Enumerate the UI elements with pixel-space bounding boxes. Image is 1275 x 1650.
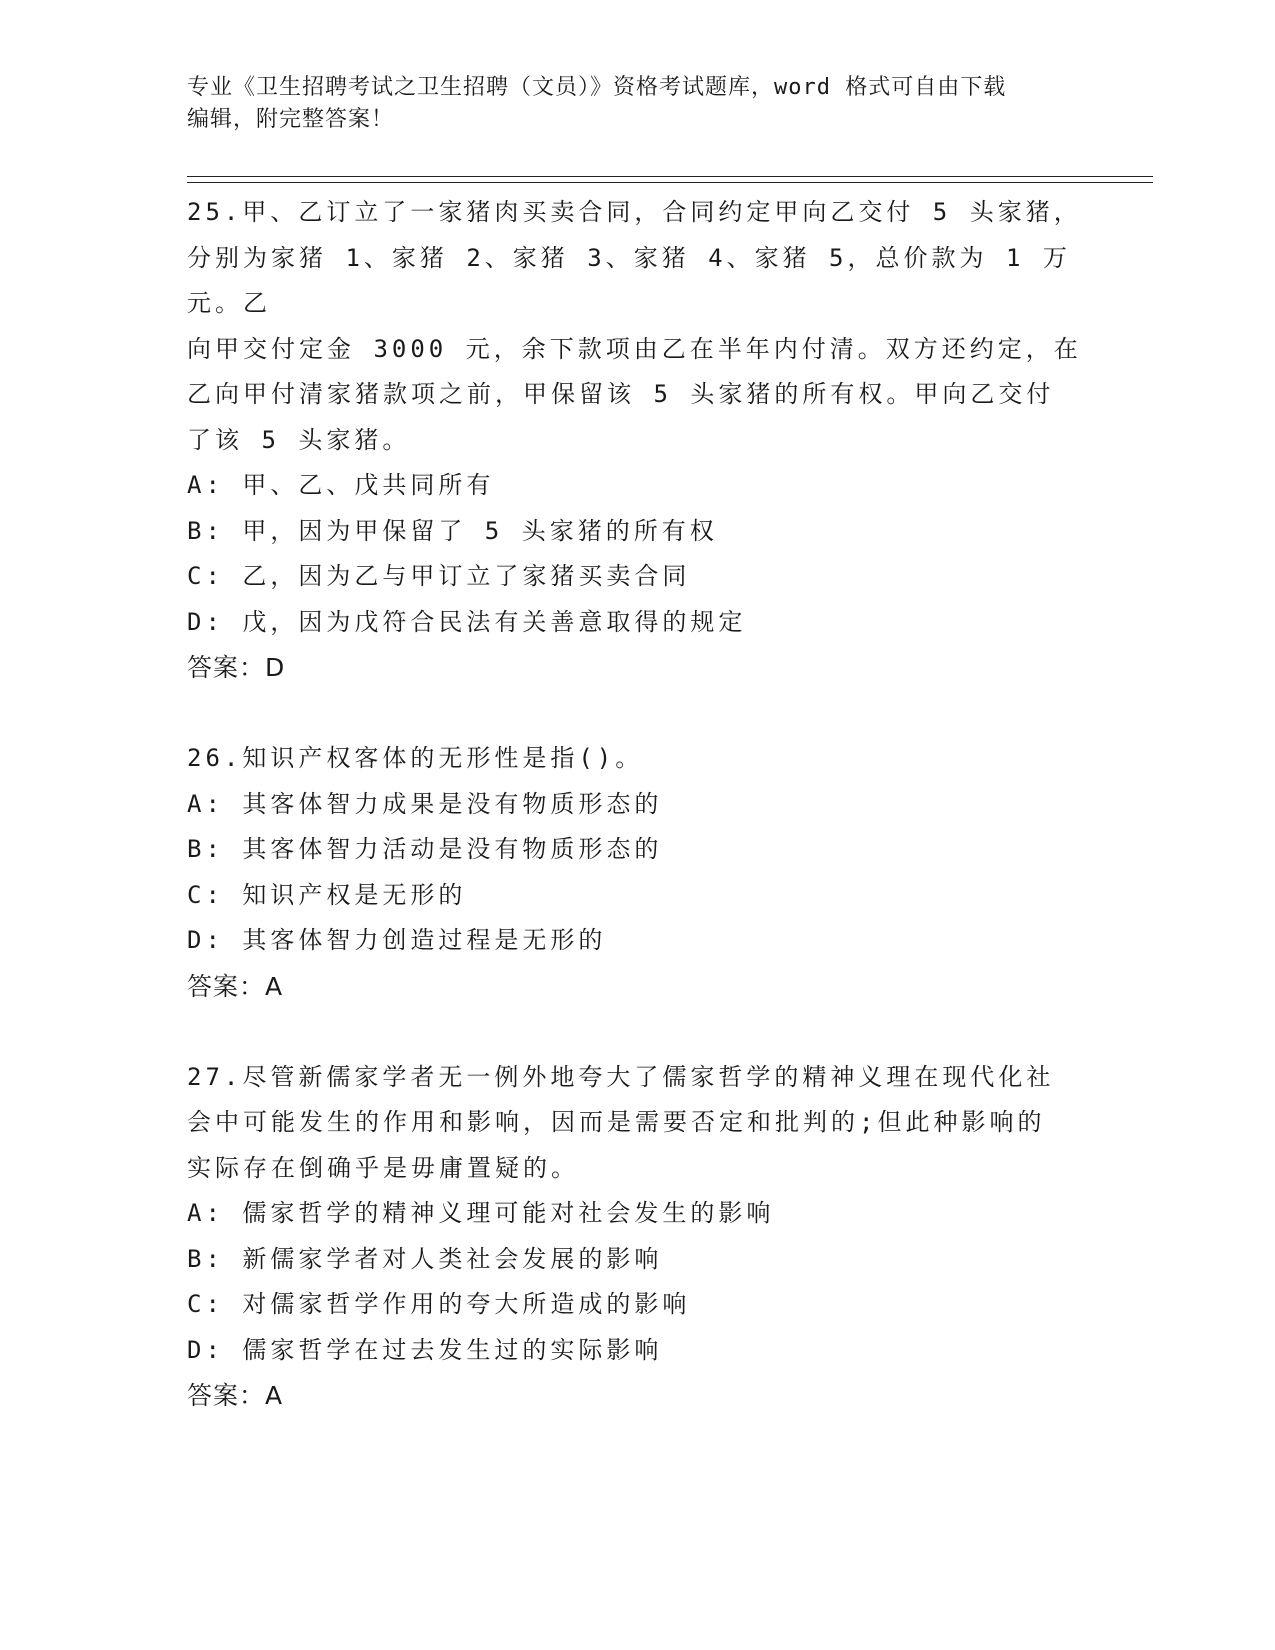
option-d: D: 其客体智力创造过程是无形的 <box>187 926 607 954</box>
question-26 <box>187 736 1087 1010</box>
header-divider-top <box>187 176 1153 177</box>
option-c: C: 知识产权是无形的 <box>187 880 467 909</box>
option-b: B: 其客体智力活动是没有物质形态的 <box>187 835 663 863</box>
question-27 <box>187 1055 1087 1420</box>
option-a: A: 儒家哲学的精神义理可能对社会发生的影响 <box>187 1199 775 1227</box>
answer-line: 答案：A <box>187 1381 284 1410</box>
question-stem-line: 实际存在倒确乎是毋庸置疑的。 <box>187 1153 579 1182</box>
option-c: C: 对儒家哲学作用的夸大所造成的影响 <box>187 1290 691 1318</box>
question-stem-line: 向甲交付定金 3000 元，余下款项由乙在半年内付清。双方还约定，在 <box>187 334 1082 363</box>
question-stem-line: 25.甲、乙订立了一家猪肉买卖合同，合同约定甲向乙交付 5 头家猪， <box>187 198 1082 226</box>
header-line-1: 专业《卫生招聘考试之卫生招聘（文员）》资格考试题库，word 格式可自由下载 <box>187 75 1007 100</box>
header-line-2: 编辑，附完整答案！ <box>187 107 395 132</box>
question-stem-line: 26.知识产权客体的无形性是指()。 <box>187 744 644 772</box>
option-a: A: 其客体智力成果是没有物质形态的 <box>187 789 663 818</box>
option-d: D: 戊，因为戊符合民法有关善意取得的规定 <box>187 607 747 636</box>
option-b: B: 新儒家学者对人类社会发展的影响 <box>187 1244 663 1273</box>
option-a: A: 甲、乙、戊共同所有 <box>187 471 495 499</box>
question-25 <box>187 190 1087 691</box>
question-stem-line: 乙向甲付清家猪款项之前，甲保留该 5 头家猪的所有权。甲向乙交付 <box>187 380 1055 408</box>
option-b: B: 甲，因为甲保留了 5 头家猪的所有权 <box>187 516 718 545</box>
question-list <box>187 190 1087 1464</box>
question-stem-line: 了该 5 头家猪。 <box>187 425 411 454</box>
answer-line: 答案：A <box>187 971 284 1001</box>
option-c: C: 乙，因为乙与甲订立了家猪买卖合同 <box>187 562 691 590</box>
question-stem-line: 分别为家猪 1、家猪 2、家猪 3、家猪 4、家猪 5，总价款为 1 万元。乙 <box>187 243 1071 317</box>
answer-line: 答案：D <box>187 653 286 682</box>
header-divider-bottom <box>187 182 1153 183</box>
question-stem-line: 27.尽管新儒家学者无一例外地夸大了儒家哲学的精神义理在现代化社 <box>187 1062 1055 1091</box>
question-stem-line: 会中可能发生的作用和影响，因而是需要否定和批判的;但此种影响的 <box>187 1108 1046 1136</box>
document-header <box>187 72 1087 136</box>
option-d: D: 儒家哲学在过去发生过的实际影响 <box>187 1335 663 1364</box>
